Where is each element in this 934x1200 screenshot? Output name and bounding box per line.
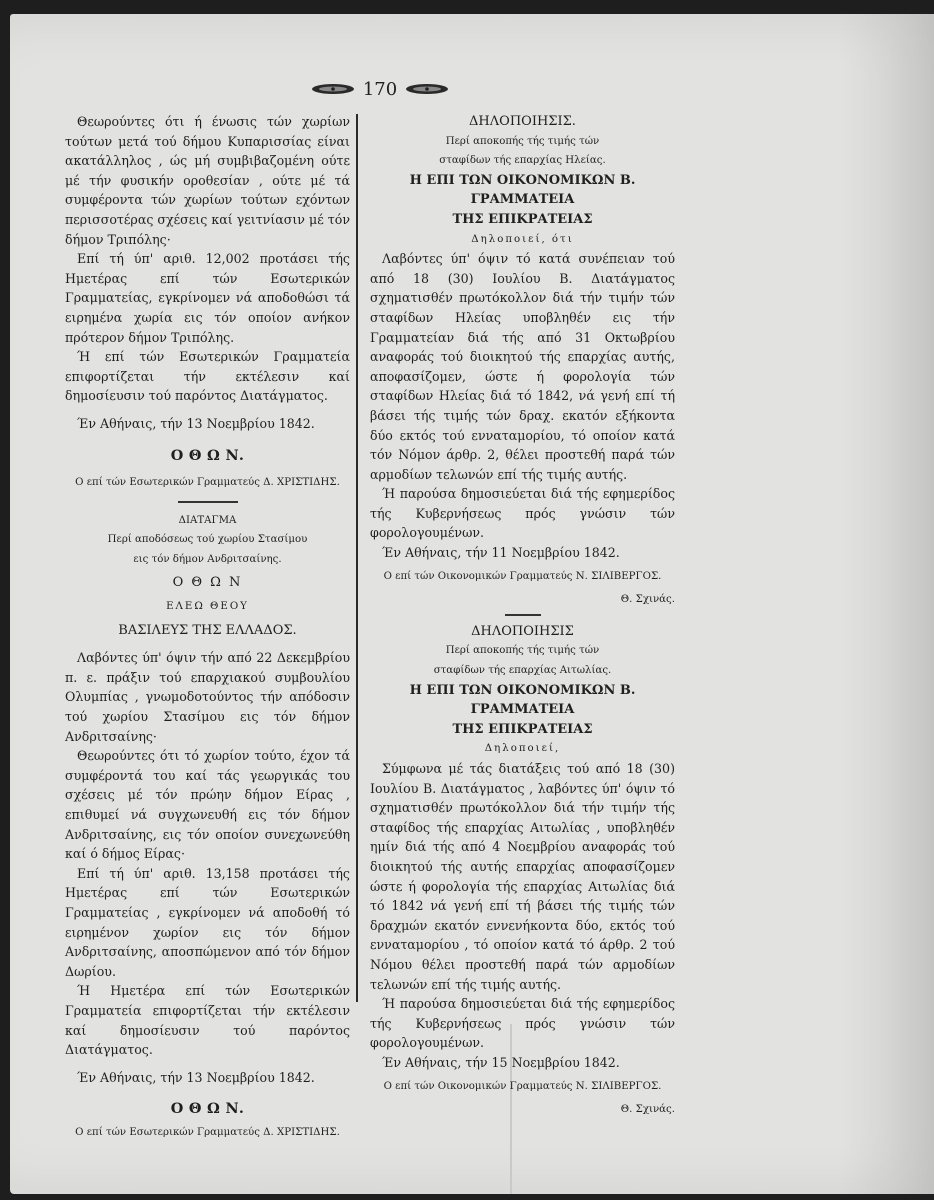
ministry-heading: Η ΕΠΙ ΤΩΝ ΟΙΚΟΝΟΜΙΚΩΝ Β. ΓΡΑΜΜΑΤΕΙΑ (409, 172, 636, 208)
grace-of-god: ΕΛΕΩ ΘΕΟΥ (166, 601, 249, 613)
newspaper-page (10, 14, 934, 1194)
notice-title: ΔΗΛΟΠΟΙΗΣΙΣ (471, 623, 574, 639)
notice-title: ΔΗΛΟΠΟΙΗΣΙΣ. (469, 114, 576, 129)
decree-title: ΔΙΑΤΑΓΜΑ (178, 514, 237, 526)
date-line: Έν Αθήναις, τήν 15 Νοεμβρίου 1842. (382, 1054, 620, 1070)
signatory: Ο επί τών Εσωτερικών Γραμματεύς Δ. ΧΡΙΣΤΙΔΗΣ. (75, 1126, 340, 1138)
page-header (290, 76, 470, 102)
declares-line: Δηλοποιεί, (484, 743, 561, 755)
right-ornament-icon (405, 83, 449, 95)
signatory: Ο επί τών Οικονομικών Γραμματεύς Ν. ΣΙΛΙΒΕΡΓΟΣ. (383, 1080, 662, 1092)
column-divider (356, 114, 358, 1002)
date-line: Έν Αθήναις, τήν 13 Νοεμβρίου 1842. (77, 1069, 315, 1085)
secretary-signature: Θ. Σχινάς. (620, 594, 675, 606)
decree-paragraph: Λαβόντες ύπ' όψιν τήν από 22 Δεκεμβρίου π. ε. πράξιν τού επαρχιακού συμβουλίου Ολυμπίας , γνωμοδοτούντος τήν απόδοσιν τού χωρίου Στασίμου εις τόν δήμον Ανδριτσαίνης· (65, 650, 350, 744)
section-separator (178, 501, 238, 503)
declares-line: Δηλοποιεί, ότι (471, 233, 574, 245)
signatory: Ο επί τών Εσωτερικών Γραμματεύς Δ. ΧΡΙΣΤΙΔΗΣ. (75, 477, 340, 489)
intro-paragraph: Επί τή ύπ' αριθ. 12,002 προτάσει τής Ημετέρας επί τών Εσωτερικών Γραμματείας, εγκρίνομεν νά αποδοθώσι τά ειρημένα χωρία εις τόν οποίον ανήκον πρότερον δήμον Τριπόλης. (65, 251, 350, 345)
king-title: ΒΑΣΙΛΕΥΣ ΤΗΣ ΕΛΛΑΔΟΣ. (118, 622, 297, 638)
intro-paragraph: Θεωρούντες ότι ή ένωσις τών χωρίων τούτων μετά τού δήμου Κυπαρισσίας είναι ακατάλληλος , ώς μή συμβιβαζομένη ούτε μέ τήν φυσικήν οροθεσίαν , ούτε μέ τά συμφέροντα τών χωρίων τούτων εχόντων περισσοτέρας σχέσεις καί γειτνίασιν μέ τόν δήμον Τριπόλης· (65, 114, 350, 247)
ministry-heading: Η ΕΠΙ ΤΩΝ ΟΙΚΟΝΟΜΙΚΩΝ Β. ΓΡΑΜΜΑΤΕΙΑ (409, 682, 636, 718)
notice-body: Σύμφωνα μέ τάς διατάξεις τού από 18 (30) Ιουλίου Β. Διατάγματος , λαβόντες ύπ' όψιν τό σχηματισθέν πρωτόκολλον διά τήν τιμήν τής σταφίδος τής επαρχίας Αιτωλίας , υποβληθέν ημίν διά τής από 4 Νοεμβρίου αναφοράς τού διοικητού τής αυτής επαρχίας αποφασίζομεν ώστε ή φορολογία τής επαρχίας Αιτωλίας διά τό 1842 νά γενή επί τή βάσει τής τιμής τών δραχμών εκατόν εννενήκοντα δύο, εκτός τού ενναταμορίου , τό οποίον κατά τό άρθρ. 2 τού Νόμου θέλει προστεθή παρά τών αρμοδίων τελωνών επί τής τιμής αυτής. (370, 761, 675, 992)
intro-paragraph: Ή επί τών Εσωτερικών Γραμματεία επιφορτίζεται τήν εκτέλεσιν καί δημοσίευσιν τού παρόντος Διατάγματος. (65, 349, 350, 404)
publish-note: Ή παρούσα δημοσιεύεται διά τής εφημερίδος τής Κυβερνήσεως πρός γνώσιν τών φορολογουμένων. (370, 486, 675, 541)
signatory: Ο επί τών Οικονομικών Γραμματεύς Ν. ΣΙΛΙΒΕΡΓΟΣ. (383, 570, 662, 582)
left-ornament-icon (311, 83, 355, 95)
left-column (65, 112, 350, 1143)
notice-subtitle: Περί αποκοπής τής τιμής τών σταφίδων τής επαρχίας Ηλείας. (439, 135, 606, 167)
section-separator (505, 614, 541, 616)
ministry-heading-2: ΤΗΣ ΕΠΙΚΡΑΤΕΙΑΣ (452, 721, 593, 737)
king-name: Ο Θ Ω Ν. (170, 446, 245, 464)
ministry-heading-2: ΤΗΣ ΕΠΙΚΡΑΤΕΙΑΣ (452, 211, 593, 227)
decree-paragraph: Θεωρούντες ότι τό χωρίον τούτο, έχον τά συμφέροντά του καί τάς γεωργικάς του σχέσεις μέ τόν πρώην δήμον Είρας , επιθυμεί νά συγχωνευθή εις τόν δήμον Ανδριτσαίνης, εις τόν οποίον συνεχωνεύθη καί ό δήμος Είρας· (65, 748, 350, 862)
notice-subtitle: Περί αποκοπής τής τιμής τών σταφίδων τής επαρχίας Αιτωλίας. (433, 645, 612, 677)
date-line: Έν Αθήναις, τήν 13 Νοεμβρίου 1842. (77, 415, 315, 431)
right-column (370, 112, 675, 1120)
date-line: Έν Αθήναις, τήν 11 Νοεμβρίου 1842. (382, 545, 620, 561)
king-name: Ο Θ Ω Ν (172, 575, 243, 591)
decree-subtitle: Περί αποδόσεως τού χωρίου Στασίμου εις τόν δήμον Ανδριτσαίνης. (107, 534, 308, 565)
decree-paragraph: Επί τή ύπ' αριθ. 13,158 προτάσει τής Ημετέρας επί τών Εσωτερικών Γραμματείας , εγκρίνομεν νά αποδοθή τό ειρημένον χωρίον εις τόν δήμον Ανδριτσαίνης, αποσπώμενον από τόν δήμον Δωρίου. (65, 865, 350, 979)
notice-body: Λαβόντες ύπ' όψιν τό κατά συνέπειαν τού από 18 (30) Ιουλίου Β. Διατάγματος σχηματισθέν πρωτόκολλον διά τήν τιμήν τών σταφίδων Ηλείας υποβληθέν εις τήν Γραμματείαν διά τής από 31 Οκτωβρίου αναφοράς τού διοικητού τής επαρχίας αυτής, αποφασίζομεν, ώστε ή φορολογία τών σταφίδων Ηλείας διά τό 1842, νά γενή επί τή βάσει τής τιμής τών δραχ. εκατόν εξήκοντα δύο εκτός τού ενναταμορίου, τό οποίον κατά τόν Νόμον άρθρ. 2, θέλει προστεθή παρά τών αρμοδίων τελωνών επί τής τιμής αυτής. (370, 251, 675, 482)
decree-paragraph: Ή Ημετέρα επί τών Εσωτερικών Γραμματεία επιφορτίζεται τήν εκτέλεσιν καί δημοσίευσιν τού παρόντος Διατάγματος. (65, 983, 350, 1058)
page-number: 170 (362, 78, 398, 100)
king-name: Ο Θ Ω Ν. (170, 1100, 245, 1118)
secretary-signature: Θ. Σχινάς. (620, 1104, 675, 1116)
publish-note: Ή παρούσα δημοσιεύεται διά τής εφημερίδος τής Κυβερνήσεως πρός γνώσιν τών φορολογουμένων. (370, 996, 675, 1051)
